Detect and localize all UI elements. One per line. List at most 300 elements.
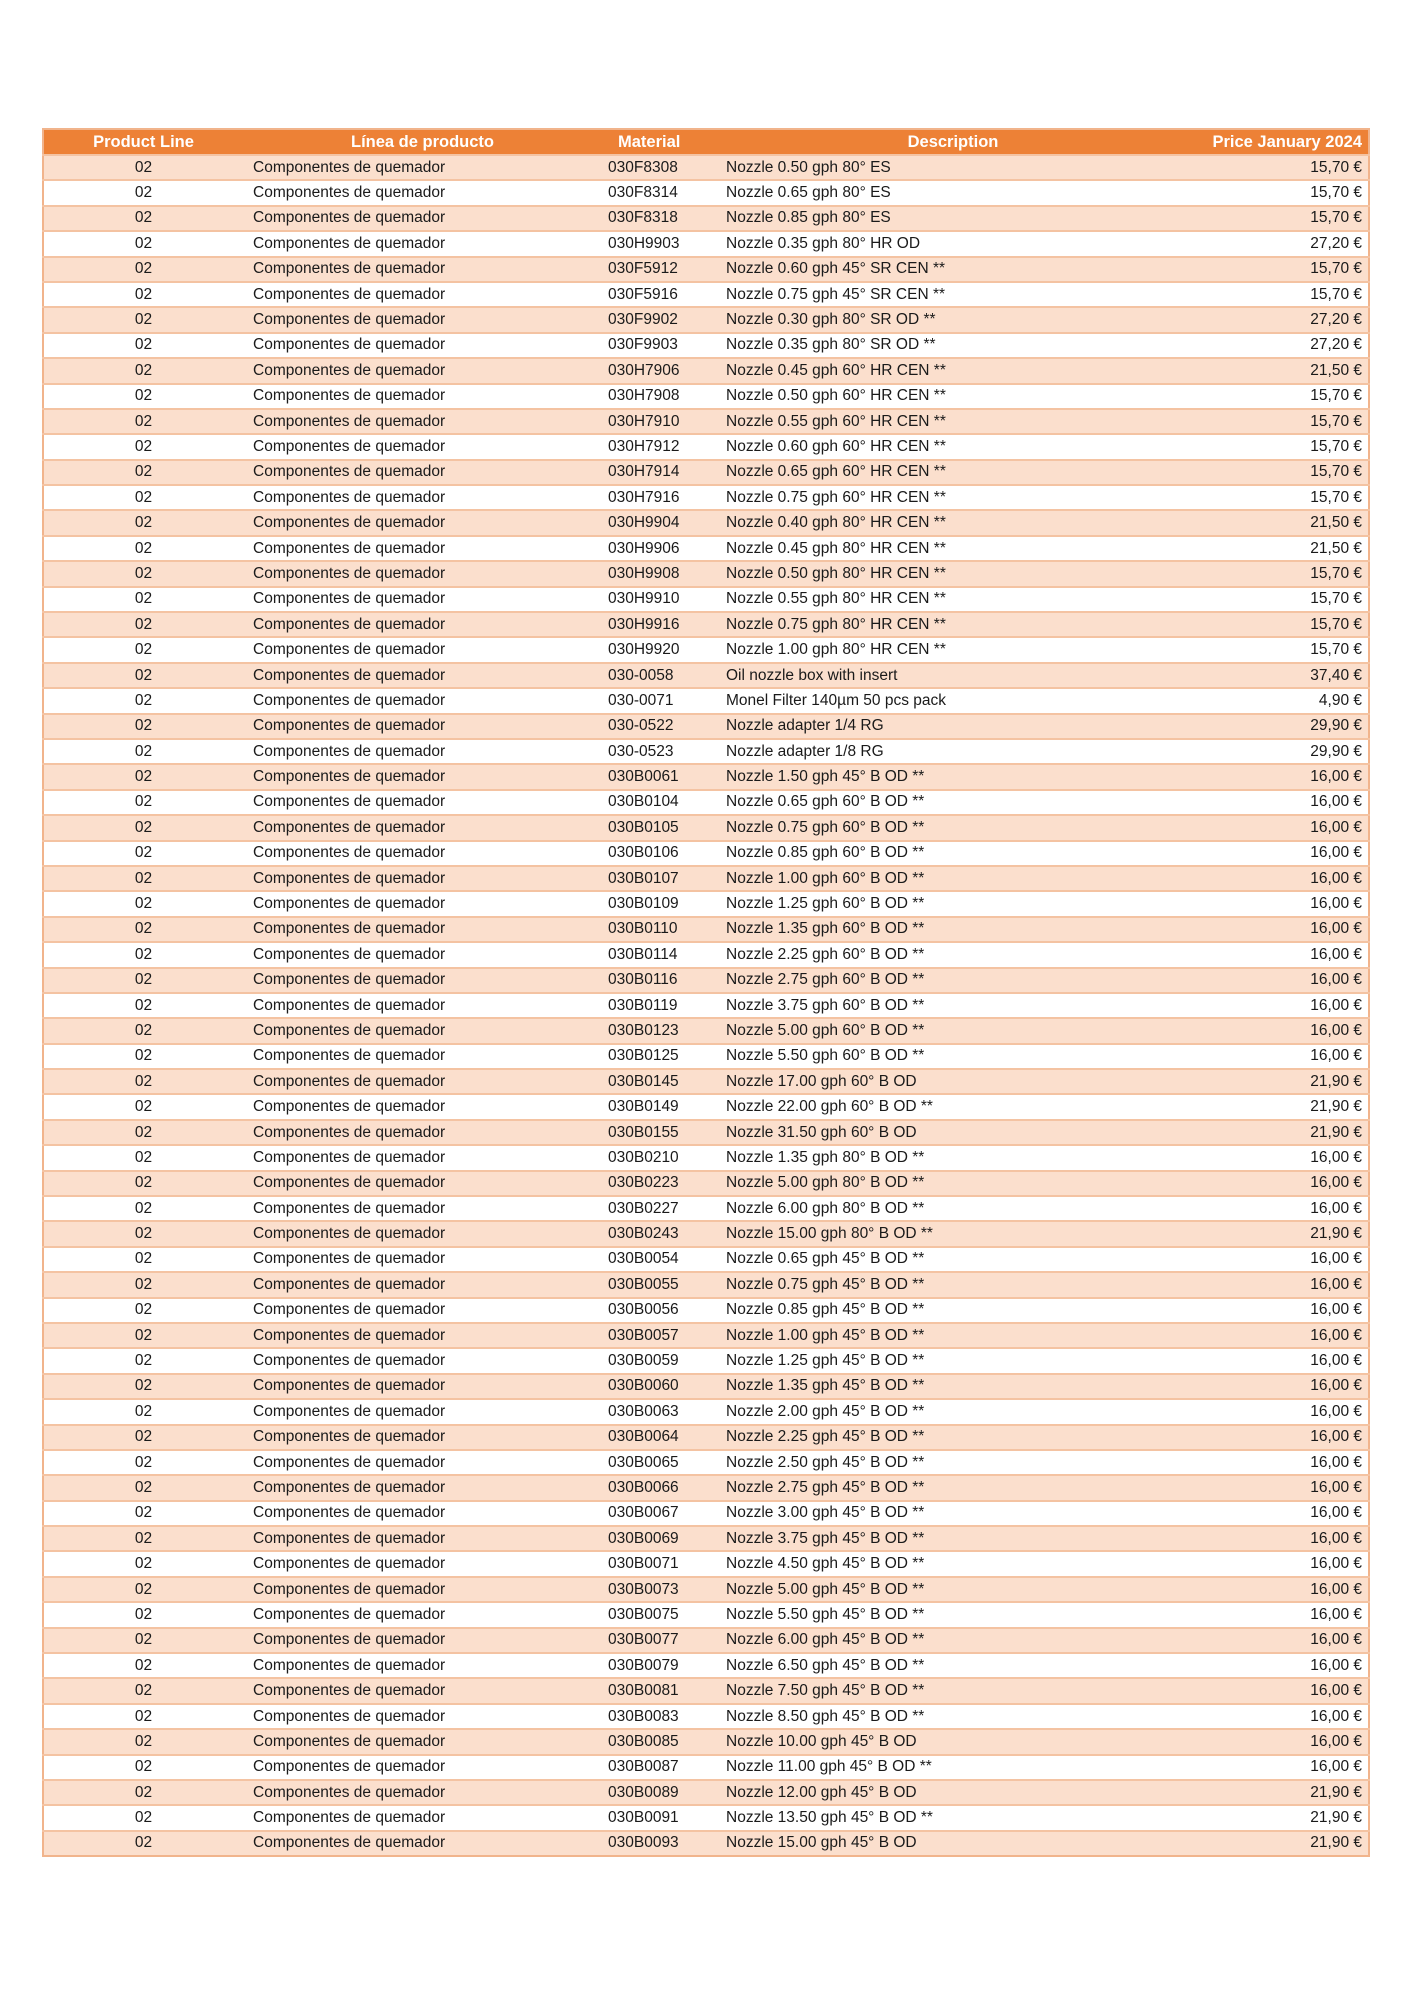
cell-product-line: 02 [43,460,243,485]
cell-description: Nozzle 0.55 gph 60° HR CEN ** [716,409,1186,434]
cell-price: 15,70 € [1186,282,1369,307]
table-row [43,1323,1369,1348]
cell-price: 29,90 € [1186,739,1369,764]
table-row [43,587,1369,612]
cell-description: Nozzle 1.00 gph 60° B OD ** [716,866,1186,891]
cell-product-line: 02 [43,891,243,916]
cell-price: 16,00 € [1186,1577,1369,1602]
table-row [43,434,1369,459]
cell-description: Nozzle 2.25 gph 60° B OD ** [716,942,1186,967]
header-description: Description [716,129,1186,155]
price-list-table [42,128,1370,1857]
cell-material: 030H9906 [598,536,716,561]
cell-description: Nozzle 1.00 gph 80° HR CEN ** [716,637,1186,662]
cell-description: Nozzle 17.00 gph 60° B OD [716,1069,1186,1094]
cell-linea-de-producto: Componentes de quemador [243,1298,598,1323]
cell-material: 030F9903 [598,333,716,358]
cell-product-line: 02 [43,536,243,561]
table-row [43,1551,1369,1576]
table-row [43,384,1369,409]
cell-description: Nozzle 0.65 gph 60° HR CEN ** [716,460,1186,485]
cell-product-line: 02 [43,1501,243,1526]
cell-linea-de-producto: Componentes de quemador [243,815,598,840]
cell-linea-de-producto: Componentes de quemador [243,866,598,891]
cell-price: 15,70 € [1186,485,1369,510]
cell-description: Nozzle 11.00 gph 45° B OD ** [716,1755,1186,1780]
cell-price: 15,70 € [1186,561,1369,586]
cell-price: 29,90 € [1186,714,1369,739]
cell-product-line: 02 [43,1653,243,1678]
cell-price: 21,90 € [1186,1069,1369,1094]
cell-material: 030B0106 [598,841,716,866]
table-row [43,1094,1369,1119]
cell-material: 030B0060 [598,1374,716,1399]
cell-linea-de-producto: Componentes de quemador [243,409,598,434]
cell-linea-de-producto: Componentes de quemador [243,587,598,612]
cell-product-line: 02 [43,841,243,866]
table-row [43,1831,1369,1856]
cell-description: Nozzle adapter 1/8 RG [716,739,1186,764]
cell-linea-de-producto: Componentes de quemador [243,231,598,256]
cell-product-line: 02 [43,1755,243,1780]
cell-linea-de-producto: Componentes de quemador [243,1501,598,1526]
cell-linea-de-producto: Componentes de quemador [243,384,598,409]
table-row [43,1704,1369,1729]
cell-price: 27,20 € [1186,307,1369,332]
cell-description: Nozzle 0.75 gph 60° HR CEN ** [716,485,1186,510]
cell-product-line: 02 [43,1831,243,1856]
cell-product-line: 02 [43,434,243,459]
cell-product-line: 02 [43,942,243,967]
cell-product-line: 02 [43,917,243,942]
cell-material: 030H7908 [598,384,716,409]
table-row [43,1171,1369,1196]
cell-price: 16,00 € [1186,1602,1369,1627]
cell-price: 15,70 € [1186,434,1369,459]
table-row [43,612,1369,637]
cell-linea-de-producto: Componentes de quemador [243,561,598,586]
cell-linea-de-producto: Componentes de quemador [243,1602,598,1627]
cell-price: 16,00 € [1186,1475,1369,1500]
cell-description: Nozzle 0.45 gph 60° HR CEN ** [716,358,1186,383]
cell-linea-de-producto: Componentes de quemador [243,155,598,180]
cell-description: Nozzle 0.65 gph 80° ES [716,180,1186,205]
cell-linea-de-producto: Componentes de quemador [243,1272,598,1297]
cell-price: 16,00 € [1186,968,1369,993]
cell-price: 37,40 € [1186,663,1369,688]
cell-price: 16,00 € [1186,1374,1369,1399]
cell-product-line: 02 [43,993,243,1018]
cell-linea-de-producto: Componentes de quemador [243,1704,598,1729]
cell-material: 030H7916 [598,485,716,510]
cell-description: Nozzle 0.50 gph 80° ES [716,155,1186,180]
cell-material: 030-0523 [598,739,716,764]
cell-linea-de-producto: Componentes de quemador [243,180,598,205]
cell-description: Monel Filter 140µm 50 pcs pack [716,688,1186,713]
cell-linea-de-producto: Componentes de quemador [243,1323,598,1348]
cell-description: Nozzle 2.75 gph 60° B OD ** [716,968,1186,993]
cell-price: 15,70 € [1186,460,1369,485]
table-row [43,1145,1369,1170]
cell-material: 030H9904 [598,510,716,535]
cell-product-line: 02 [43,282,243,307]
table-row [43,1475,1369,1500]
cell-material: 030B0079 [598,1653,716,1678]
table-row [43,891,1369,916]
cell-material: 030H7912 [598,434,716,459]
table-row [43,968,1369,993]
cell-price: 16,00 € [1186,1678,1369,1703]
cell-linea-de-producto: Componentes de quemador [243,206,598,231]
cell-linea-de-producto: Componentes de quemador [243,688,598,713]
cell-description: Nozzle 0.50 gph 60° HR CEN ** [716,384,1186,409]
cell-price: 21,90 € [1186,1094,1369,1119]
cell-linea-de-producto: Componentes de quemador [243,637,598,662]
cell-linea-de-producto: Componentes de quemador [243,1145,598,1170]
cell-linea-de-producto: Componentes de quemador [243,1247,598,1272]
cell-price: 16,00 € [1186,917,1369,942]
cell-product-line: 02 [43,688,243,713]
cell-product-line: 02 [43,612,243,637]
cell-price: 16,00 € [1186,1501,1369,1526]
cell-linea-de-producto: Componentes de quemador [243,764,598,789]
table-row [43,180,1369,205]
cell-product-line: 02 [43,1475,243,1500]
cell-description: Nozzle 0.85 gph 45° B OD ** [716,1298,1186,1323]
cell-linea-de-producto: Componentes de quemador [243,993,598,1018]
table-row [43,409,1369,434]
cell-material: 030B0149 [598,1094,716,1119]
cell-price: 16,00 € [1186,841,1369,866]
cell-linea-de-producto: Componentes de quemador [243,257,598,282]
cell-description: Nozzle 3.00 gph 45° B OD ** [716,1501,1186,1526]
cell-description: Nozzle 10.00 gph 45° B OD [716,1729,1186,1754]
cell-material: 030B0107 [598,866,716,891]
cell-price: 16,00 € [1186,1425,1369,1450]
table-row [43,1069,1369,1094]
cell-product-line: 02 [43,1145,243,1170]
cell-material: 030F8308 [598,155,716,180]
cell-price: 21,90 € [1186,1805,1369,1830]
cell-description: Nozzle 1.35 gph 45° B OD ** [716,1374,1186,1399]
table-row [43,1247,1369,1272]
cell-description: Nozzle 6.50 gph 45° B OD ** [716,1653,1186,1678]
cell-price: 16,00 € [1186,1323,1369,1348]
cell-product-line: 02 [43,663,243,688]
cell-linea-de-producto: Componentes de quemador [243,282,598,307]
cell-price: 27,20 € [1186,231,1369,256]
cell-description: Nozzle 31.50 gph 60° B OD [716,1120,1186,1145]
cell-price: 16,00 € [1186,1755,1369,1780]
table-row [43,1729,1369,1754]
cell-description: Nozzle 13.50 gph 45° B OD ** [716,1805,1186,1830]
cell-description: Nozzle 0.85 gph 80° ES [716,206,1186,231]
cell-linea-de-producto: Componentes de quemador [243,1120,598,1145]
header-material: Material [598,129,716,155]
cell-product-line: 02 [43,764,243,789]
cell-linea-de-producto: Componentes de quemador [243,1374,598,1399]
cell-material: 030B0083 [598,1704,716,1729]
cell-price: 16,00 € [1186,891,1369,916]
cell-product-line: 02 [43,1094,243,1119]
cell-material: 030H9910 [598,587,716,612]
cell-price: 16,00 € [1186,1729,1369,1754]
table-row [43,866,1369,891]
header-product-line: Product Line [43,129,243,155]
cell-linea-de-producto: Componentes de quemador [243,1348,598,1373]
table-row [43,1501,1369,1526]
cell-product-line: 02 [43,1602,243,1627]
cell-linea-de-producto: Componentes de quemador [243,1831,598,1856]
table-row [43,536,1369,561]
cell-linea-de-producto: Componentes de quemador [243,1069,598,1094]
cell-product-line: 02 [43,866,243,891]
cell-product-line: 02 [43,307,243,332]
table-row [43,1577,1369,1602]
cell-description: Nozzle 0.55 gph 80° HR CEN ** [716,587,1186,612]
cell-material: 030B0123 [598,1018,716,1043]
cell-price: 21,90 € [1186,1780,1369,1805]
table-row [43,739,1369,764]
cell-material: 030B0071 [598,1551,716,1576]
cell-material: 030-0522 [598,714,716,739]
cell-description: Nozzle 0.35 gph 80° HR OD [716,231,1186,256]
table-row [43,1526,1369,1551]
cell-material: 030B0067 [598,1501,716,1526]
cell-description: Nozzle 0.75 gph 60° B OD ** [716,815,1186,840]
cell-price: 16,00 € [1186,764,1369,789]
cell-material: 030B0075 [598,1602,716,1627]
cell-material: 030H9903 [598,231,716,256]
cell-description: Nozzle 5.00 gph 80° B OD ** [716,1171,1186,1196]
cell-linea-de-producto: Componentes de quemador [243,1044,598,1069]
cell-linea-de-producto: Componentes de quemador [243,536,598,561]
table-row [43,561,1369,586]
cell-product-line: 02 [43,1221,243,1246]
cell-description: Nozzle 7.50 gph 45° B OD ** [716,1678,1186,1703]
cell-price: 16,00 € [1186,1171,1369,1196]
cell-product-line: 02 [43,409,243,434]
cell-description: Nozzle 22.00 gph 60° B OD ** [716,1094,1186,1119]
cell-description: Nozzle 2.50 gph 45° B OD ** [716,1450,1186,1475]
cell-material: 030B0109 [598,891,716,916]
cell-material: 030B0119 [598,993,716,1018]
cell-description: Nozzle 5.50 gph 45° B OD ** [716,1602,1186,1627]
cell-product-line: 02 [43,587,243,612]
cell-linea-de-producto: Componentes de quemador [243,1805,598,1830]
cell-material: 030B0059 [598,1348,716,1373]
cell-linea-de-producto: Componentes de quemador [243,307,598,332]
cell-material: 030B0091 [598,1805,716,1830]
table-row [43,1120,1369,1145]
cell-material: 030H7906 [598,358,716,383]
table-row [43,663,1369,688]
cell-material: 030B0057 [598,1323,716,1348]
table-row [43,1196,1369,1221]
cell-description: Nozzle 3.75 gph 60° B OD ** [716,993,1186,1018]
cell-material: 030-0058 [598,663,716,688]
cell-description: Nozzle 0.40 gph 80° HR CEN ** [716,510,1186,535]
cell-product-line: 02 [43,180,243,205]
cell-price: 15,70 € [1186,155,1369,180]
cell-product-line: 02 [43,1551,243,1576]
cell-linea-de-producto: Componentes de quemador [243,1018,598,1043]
cell-material: 030H7914 [598,460,716,485]
table-row [43,510,1369,535]
table-row [43,1628,1369,1653]
cell-material: 030B0223 [598,1171,716,1196]
cell-product-line: 02 [43,510,243,535]
cell-product-line: 02 [43,1628,243,1653]
cell-price: 16,00 € [1186,1526,1369,1551]
cell-product-line: 02 [43,384,243,409]
cell-price: 16,00 € [1186,1018,1369,1043]
cell-material: 030B0105 [598,815,716,840]
cell-product-line: 02 [43,1171,243,1196]
cell-product-line: 02 [43,815,243,840]
cell-linea-de-producto: Componentes de quemador [243,1526,598,1551]
cell-product-line: 02 [43,637,243,662]
cell-description: Nozzle 5.50 gph 60° B OD ** [716,1044,1186,1069]
cell-linea-de-producto: Componentes de quemador [243,942,598,967]
cell-material: 030F5916 [598,282,716,307]
table-row [43,1374,1369,1399]
cell-material: 030B0069 [598,1526,716,1551]
cell-linea-de-producto: Componentes de quemador [243,612,598,637]
table-row [43,231,1369,256]
table-row [43,1298,1369,1323]
cell-description: Nozzle 0.50 gph 80° HR CEN ** [716,561,1186,586]
table-row [43,1602,1369,1627]
cell-linea-de-producto: Componentes de quemador [243,1577,598,1602]
cell-linea-de-producto: Componentes de quemador [243,841,598,866]
table-row [43,333,1369,358]
cell-product-line: 02 [43,968,243,993]
cell-description: Nozzle 0.45 gph 80° HR CEN ** [716,536,1186,561]
cell-price: 16,00 € [1186,790,1369,815]
cell-product-line: 02 [43,1425,243,1450]
cell-price: 16,00 € [1186,1044,1369,1069]
cell-material: 030B0104 [598,790,716,815]
cell-product-line: 02 [43,257,243,282]
table-row [43,1755,1369,1780]
cell-material: 030B0055 [598,1272,716,1297]
cell-description: Nozzle 15.00 gph 45° B OD [716,1831,1186,1856]
cell-price: 21,90 € [1186,1221,1369,1246]
cell-material: 030B0085 [598,1729,716,1754]
cell-linea-de-producto: Componentes de quemador [243,358,598,383]
cell-product-line: 02 [43,1247,243,1272]
cell-product-line: 02 [43,1780,243,1805]
cell-price: 15,70 € [1186,587,1369,612]
cell-price: 4,90 € [1186,688,1369,713]
table-row [43,1653,1369,1678]
cell-product-line: 02 [43,1196,243,1221]
table-row [43,1450,1369,1475]
cell-material: 030B0066 [598,1475,716,1500]
cell-product-line: 02 [43,1805,243,1830]
cell-price: 16,00 € [1186,1145,1369,1170]
cell-product-line: 02 [43,1069,243,1094]
table-row [43,1805,1369,1830]
cell-price: 16,00 € [1186,1196,1369,1221]
cell-description: Nozzle 0.65 gph 60° B OD ** [716,790,1186,815]
cell-material: 030B0089 [598,1780,716,1805]
cell-linea-de-producto: Componentes de quemador [243,1399,598,1424]
cell-product-line: 02 [43,358,243,383]
cell-description: Nozzle 0.75 gph 80° HR CEN ** [716,612,1186,637]
cell-material: 030H9916 [598,612,716,637]
cell-price: 16,00 € [1186,1704,1369,1729]
cell-material: 030F8314 [598,180,716,205]
table-row [43,460,1369,485]
cell-material: 030B0093 [598,1831,716,1856]
cell-price: 16,00 € [1186,1247,1369,1272]
header-price: Price January 2024 [1186,129,1369,155]
cell-product-line: 02 [43,1044,243,1069]
cell-price: 15,70 € [1186,384,1369,409]
cell-material: 030H9920 [598,637,716,662]
cell-product-line: 02 [43,1729,243,1754]
cell-description: Nozzle 3.75 gph 45° B OD ** [716,1526,1186,1551]
cell-material: 030B0081 [598,1678,716,1703]
cell-product-line: 02 [43,790,243,815]
cell-linea-de-producto: Componentes de quemador [243,739,598,764]
table-row [43,206,1369,231]
cell-description: Nozzle 0.75 gph 45° B OD ** [716,1272,1186,1297]
cell-description: Nozzle 4.50 gph 45° B OD ** [716,1551,1186,1576]
cell-product-line: 02 [43,206,243,231]
cell-product-line: 02 [43,1298,243,1323]
cell-description: Nozzle 12.00 gph 45° B OD [716,1780,1186,1805]
cell-linea-de-producto: Componentes de quemador [243,1653,598,1678]
cell-material: 030F8318 [598,206,716,231]
cell-description: Nozzle 1.25 gph 60° B OD ** [716,891,1186,916]
cell-linea-de-producto: Componentes de quemador [243,485,598,510]
table-row [43,1018,1369,1043]
cell-price: 21,50 € [1186,510,1369,535]
cell-material: 030F9902 [598,307,716,332]
cell-material: 030B0077 [598,1628,716,1653]
cell-material: 030B0110 [598,917,716,942]
table-row [43,764,1369,789]
cell-price: 16,00 € [1186,1628,1369,1653]
cell-price: 16,00 € [1186,866,1369,891]
cell-description: Nozzle adapter 1/4 RG [716,714,1186,739]
cell-linea-de-producto: Componentes de quemador [243,434,598,459]
header-linea-de-producto: Línea de producto [243,129,598,155]
cell-price: 21,90 € [1186,1831,1369,1856]
cell-description: Nozzle 8.50 gph 45° B OD ** [716,1704,1186,1729]
cell-material: 030B0061 [598,764,716,789]
table-body [43,155,1369,1856]
cell-product-line: 02 [43,1577,243,1602]
cell-price: 15,70 € [1186,257,1369,282]
cell-product-line: 02 [43,1374,243,1399]
cell-description: Nozzle 0.35 gph 80° SR OD ** [716,333,1186,358]
cell-price: 16,00 € [1186,942,1369,967]
cell-description: Nozzle 6.00 gph 80° B OD ** [716,1196,1186,1221]
table-row [43,1399,1369,1424]
table-row [43,257,1369,282]
cell-price: 27,20 € [1186,333,1369,358]
cell-linea-de-producto: Componentes de quemador [243,510,598,535]
cell-description: Nozzle 1.35 gph 60° B OD ** [716,917,1186,942]
table-row [43,1678,1369,1703]
cell-description: Oil nozzle box with insert [716,663,1186,688]
cell-material: 030B0227 [598,1196,716,1221]
cell-description: Nozzle 1.25 gph 45° B OD ** [716,1348,1186,1373]
